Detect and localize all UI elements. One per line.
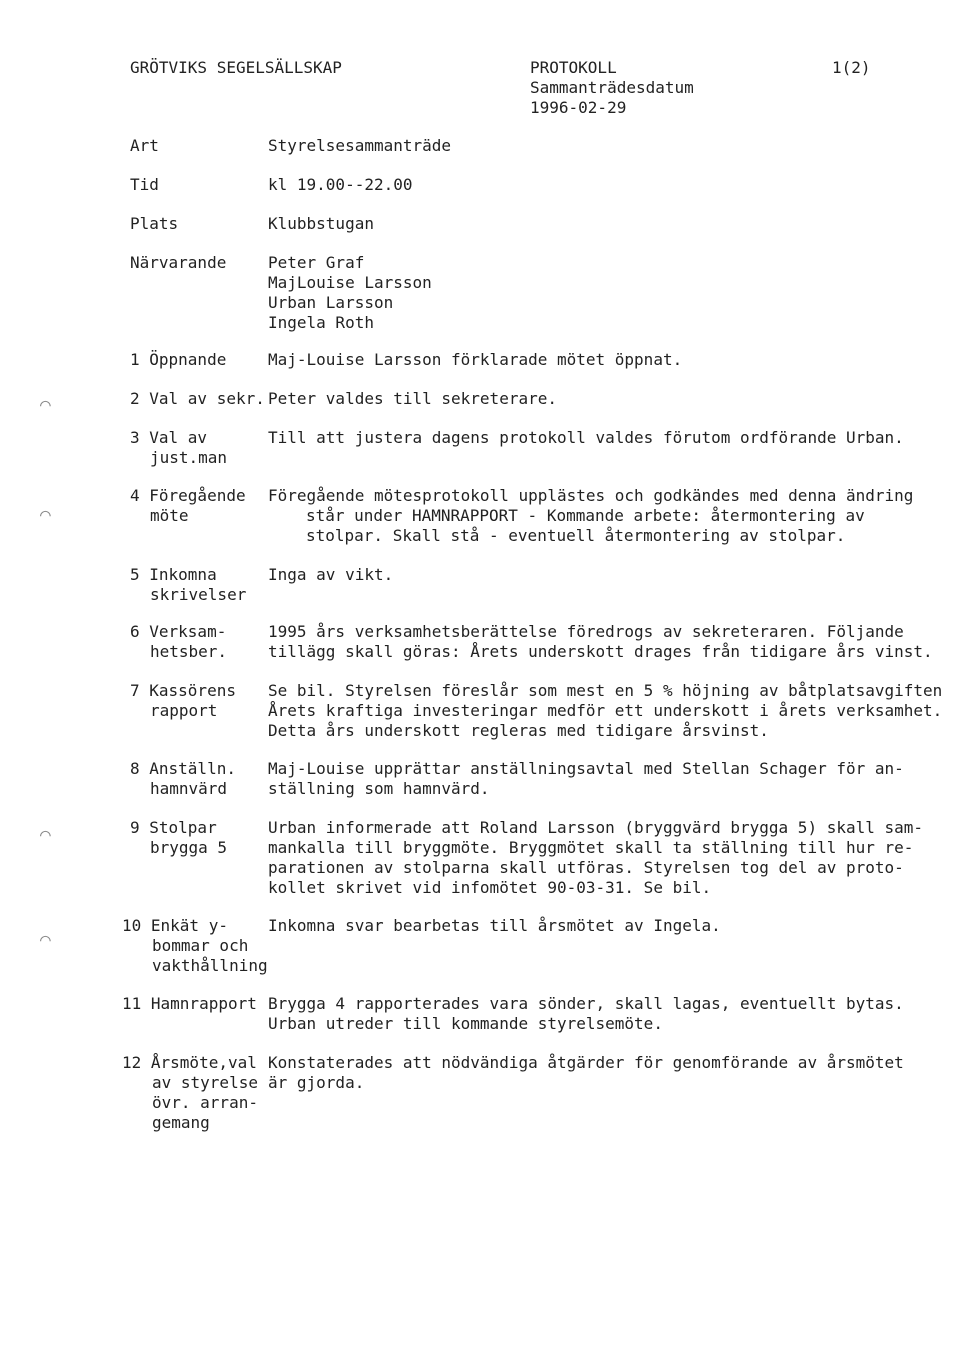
item-label-line: 3 Val av: [130, 428, 208, 447]
item-text-line: Föregående mötesprotokoll upplästes och godkändes med denna ändring: [268, 486, 914, 505]
punch-mark: ⌒: [40, 394, 51, 415]
item-text-line: Detta års underskott regleras med tidigare årsvinst.: [268, 721, 769, 740]
item-label-line: 6 Verksam-: [130, 622, 227, 641]
attendee: Ingela Roth: [268, 313, 374, 332]
meeting-date: 1996-02-29: [530, 98, 627, 117]
item-label-line: hamnvärd: [150, 779, 228, 798]
item-label-line: rapport: [150, 701, 218, 720]
item-text: [268, 818, 923, 898]
meta-label: Närvarande: [130, 253, 227, 272]
item-text-line: stolpar. Skall stå - eventuell återmontering av stolpar.: [306, 526, 846, 545]
item-label: [122, 916, 268, 976]
item-text-line: Maj-Louise Larsson förklarade mötet öppnat.: [268, 350, 683, 369]
doc-header: [530, 58, 694, 118]
item-label-line: 4 Föregående: [130, 486, 246, 505]
item-label-line: övr. arran-: [152, 1093, 258, 1112]
item-text: [268, 759, 904, 799]
meta-label: Art: [130, 136, 159, 155]
item-label: [122, 1053, 258, 1133]
item-label-line: just.man: [150, 448, 228, 467]
punch-mark: ⌒: [40, 504, 51, 525]
item-text: [268, 994, 904, 1034]
item-text: [268, 1053, 904, 1093]
item-text-line: Inga av vikt.: [268, 565, 394, 584]
item-label: [130, 389, 265, 409]
item-label-line: av styrelse: [152, 1073, 258, 1092]
item-text: [268, 428, 904, 448]
item-label: [122, 994, 257, 1014]
item-text-line: Till att justera dagens protokoll valdes förutom ordförande Urban.: [268, 428, 904, 447]
item-text-line: parationen av stolparna skall utföras. Styrelsen tog del av proto-: [268, 858, 904, 877]
item-text-line: Peter valdes till sekreterare.: [268, 389, 557, 408]
item-label-line: 10 Enkät y-: [122, 916, 228, 935]
meta-value: Klubbstugan: [268, 214, 374, 233]
item-text-line: Urban informerade att Roland Larsson (bryggvärd brygga 5) skall sam-: [268, 818, 924, 837]
item-text-line: ställning som hamnvärd.: [268, 779, 490, 798]
item-text: [268, 486, 913, 546]
item-label-line: bommar och: [152, 936, 249, 955]
meta-value: Styrelsesammanträde: [268, 136, 452, 155]
item-label-line: gemang: [152, 1113, 210, 1132]
item-text: [268, 681, 942, 741]
item-text: [268, 565, 393, 585]
meta-value: kl 19.00--22.00: [268, 175, 413, 194]
item-label: [130, 818, 227, 858]
item-label: [130, 428, 227, 468]
item-label-line: vakthållning: [152, 956, 268, 975]
item-text: [268, 350, 682, 370]
item-label: [130, 759, 236, 799]
item-text-line: Se bil. Styrelsen föreslår som mest en 5 % höjning av båtplatsavgiften: [268, 681, 943, 700]
item-text-line: mankalla till bryggmöte. Bryggmötet skall ta ställning till hur re-: [268, 838, 914, 857]
item-label-line: hetsber.: [150, 642, 228, 661]
attendee: Urban Larsson: [268, 293, 394, 312]
item-label-line: 12 Årsmöte,val: [122, 1053, 257, 1072]
item-label: [130, 486, 246, 526]
item-label-line: 1 Öppnande: [130, 350, 227, 369]
item-text: [268, 916, 721, 936]
item-label-line: 2 Val av sekr.: [130, 389, 265, 408]
meta-label: Tid: [130, 175, 159, 194]
item-text-line: Inkomna svar bearbetas till årsmötet av Ingela.: [268, 916, 721, 935]
item-label: [130, 565, 246, 605]
item-label: [130, 622, 227, 662]
item-text: [268, 622, 933, 662]
item-label-line: 9 Stolpar: [130, 818, 217, 837]
item-text-line: kollet skrivet vid infomötet 90-03-31. Se bil.: [268, 878, 712, 897]
item-label-line: 7 Kassörens: [130, 681, 236, 700]
item-label-line: 8 Anställn.: [130, 759, 236, 778]
club-name: GRÖTVIKS SEGELSÄLLSKAP: [130, 58, 342, 77]
item-label-line: brygga 5: [150, 838, 228, 857]
item-text-line: står under HAMNRAPPORT - Kommande arbete: återmontering av: [306, 506, 865, 525]
item-text-line: Konstaterades att nödvändiga åtgärder för genomförande av årsmötet: [268, 1053, 904, 1072]
item-text-line: Maj-Louise upprättar anställningsavtal med Stellan Schager för an-: [268, 759, 904, 778]
item-label: [130, 350, 226, 370]
item-text: [268, 389, 557, 409]
item-text-line: Brygga 4 rapporterades vara sönder, skall lagas, eventuellt bytas.: [268, 994, 904, 1013]
item-text-line: 1995 års verksamhetsberättelse föredrogs av sekreteraren. Följande: [268, 622, 904, 641]
attendee-list: [268, 253, 432, 333]
item-text-line: Årets kraftiga investeringar medför ett underskott i årets verksamhet.: [268, 701, 943, 720]
item-label: [130, 681, 236, 721]
item-text-line: är gjorda.: [268, 1073, 365, 1092]
item-label-line: 11 Hamnrapport: [122, 994, 257, 1013]
item-label-line: 5 Inkomna: [130, 565, 217, 584]
attendee: Peter Graf: [268, 253, 365, 272]
item-text-line: tillägg skall göras: Årets underskott drages från tidigare års vinst.: [268, 642, 933, 661]
item-label-line: möte: [150, 506, 189, 525]
page-number: 1(2): [832, 58, 871, 77]
doc-type: PROTOKOLL: [530, 58, 617, 77]
meta-label: Plats: [130, 214, 179, 233]
date-label: Sammanträdesdatum: [530, 78, 694, 97]
punch-mark: ⌒: [40, 929, 51, 950]
item-label-line: skrivelser: [150, 585, 247, 604]
item-text-line: Urban utreder till kommande styrelsemöte.: [268, 1014, 663, 1033]
attendee: MajLouise Larsson: [268, 273, 432, 292]
punch-mark: ⌒: [40, 824, 51, 845]
